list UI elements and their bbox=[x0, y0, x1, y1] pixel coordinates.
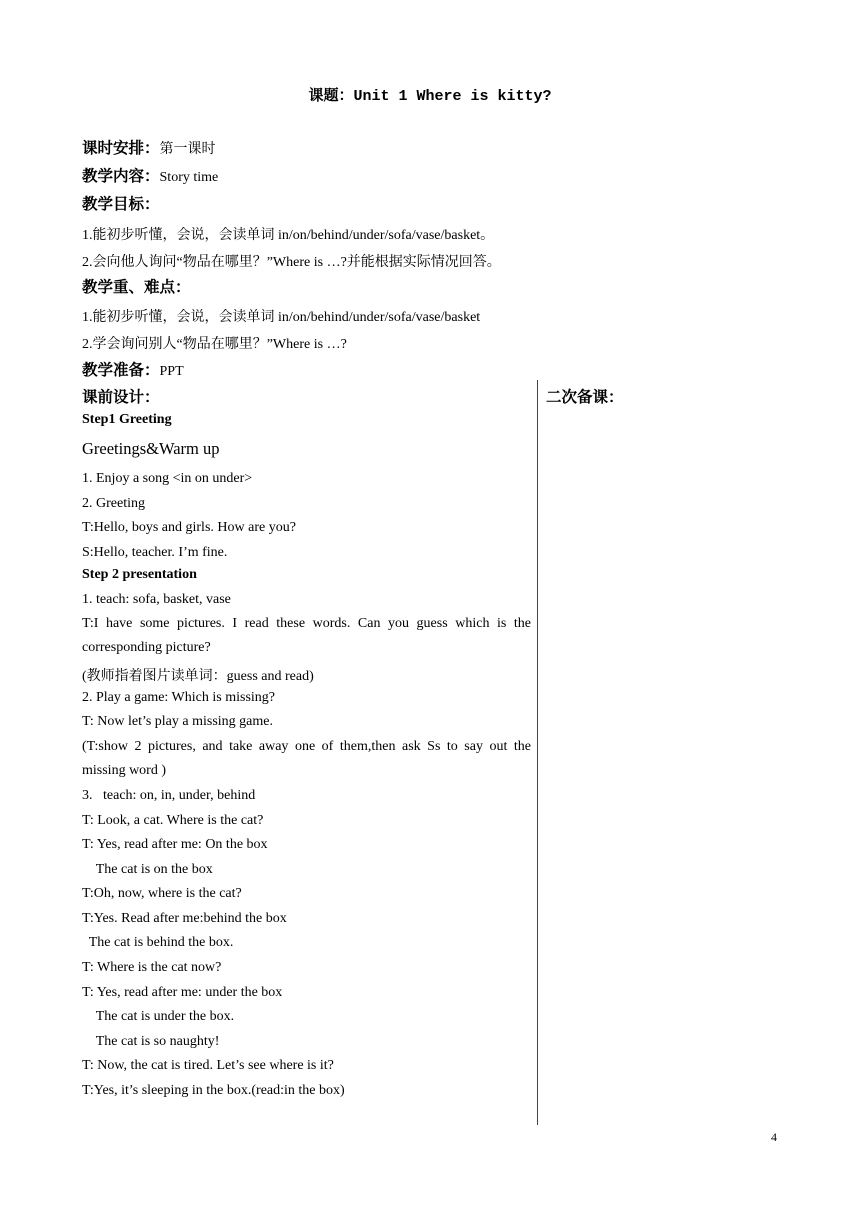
design-label: 课前设计： bbox=[82, 388, 160, 406]
text-line: 1. teach: sofa, basket, vase bbox=[82, 592, 231, 607]
text-line: T: Now let’s play a missing game. bbox=[82, 714, 273, 729]
prep-label: 教学准备： bbox=[82, 361, 160, 379]
text-line: The cat is behind the box. bbox=[82, 935, 234, 950]
secondary-prep-label: 二次备课： bbox=[546, 388, 624, 406]
text-line: T:Oh, now, where is the cat? bbox=[82, 886, 242, 901]
text-paragraph: T:I have some pictures. I read these words. Can you guess which is the corresponding picture? bbox=[82, 616, 531, 655]
prep-value: PPT bbox=[159, 364, 184, 379]
objective-item: 1.能初步听懂，会说，会读单词 in/on/behind/under/sofa/vase/basket。 bbox=[82, 228, 495, 243]
text-line: T:Hello, boys and girls. How are you? bbox=[82, 520, 296, 535]
text-line: T:Yes. Read after me:behind the box bbox=[82, 911, 287, 926]
schedule-label: 课时安排： bbox=[82, 139, 160, 157]
schedule-value: 第一课时 bbox=[159, 142, 216, 157]
text-line: 1. Enjoy a song <in on under> bbox=[82, 471, 253, 486]
column-divider bbox=[537, 380, 538, 1125]
text-line: T: Yes, read after me: under the box bbox=[82, 985, 283, 1000]
text-line: (教师指着图片读单词：guess and read) bbox=[82, 669, 314, 684]
content-row bbox=[82, 164, 218, 186]
text-line: T:Yes, it’s sleeping in the box.(read:in the box) bbox=[82, 1083, 345, 1098]
keypoints-label: 教学重、难点： bbox=[82, 278, 191, 296]
objectives-label: 教学目标： bbox=[82, 195, 160, 213]
page-number: 4 bbox=[771, 1130, 777, 1144]
text-line: T: Now, the cat is tired. Let’s see where is it? bbox=[82, 1058, 334, 1073]
step1-subheading: Greetings&Warm up bbox=[82, 439, 220, 458]
keypoint-item: 1.能初步听懂，会说，会读单词 in/on/behind/under/sofa/vase/basket bbox=[82, 310, 481, 325]
step1-heading: Step1 Greeting bbox=[82, 412, 172, 427]
text-line: The cat is under the box. bbox=[82, 1009, 235, 1024]
objective-item: 2.会向他人询问“物品在哪里？”Where is …?并能根据实际情况回答。 bbox=[82, 255, 501, 270]
text-line: 3. teach: on, in, under, behind bbox=[82, 788, 256, 803]
text-line: 2. Greeting bbox=[82, 496, 145, 511]
lesson-title: 课题：Unit 1 Where is kitty? bbox=[308, 88, 552, 105]
text-line: T: Look, a cat. Where is the cat? bbox=[82, 813, 264, 828]
schedule-row bbox=[82, 136, 216, 158]
text-line: 2. Play a game: Which is missing? bbox=[82, 690, 275, 705]
content-value: Story time bbox=[159, 170, 219, 185]
keypoint-item: 2.学会询问别人“物品在哪里？”Where is …? bbox=[82, 337, 347, 352]
step2-heading: Step 2 presentation bbox=[82, 567, 197, 582]
text-line: S:Hello, teacher. I’m fine. bbox=[82, 545, 228, 560]
text-line: The cat is on the box bbox=[82, 862, 213, 877]
text-line: T: Where is the cat now? bbox=[82, 960, 222, 975]
text-line: T: Yes, read after me: On the box bbox=[82, 837, 268, 852]
prep-row bbox=[82, 358, 184, 380]
content-label: 教学内容： bbox=[82, 167, 160, 185]
text-paragraph: (T:show 2 pictures, and take away one of them,then ask Ss to say out the missing word ) bbox=[82, 739, 531, 778]
text-line: The cat is so naughty! bbox=[82, 1034, 220, 1049]
